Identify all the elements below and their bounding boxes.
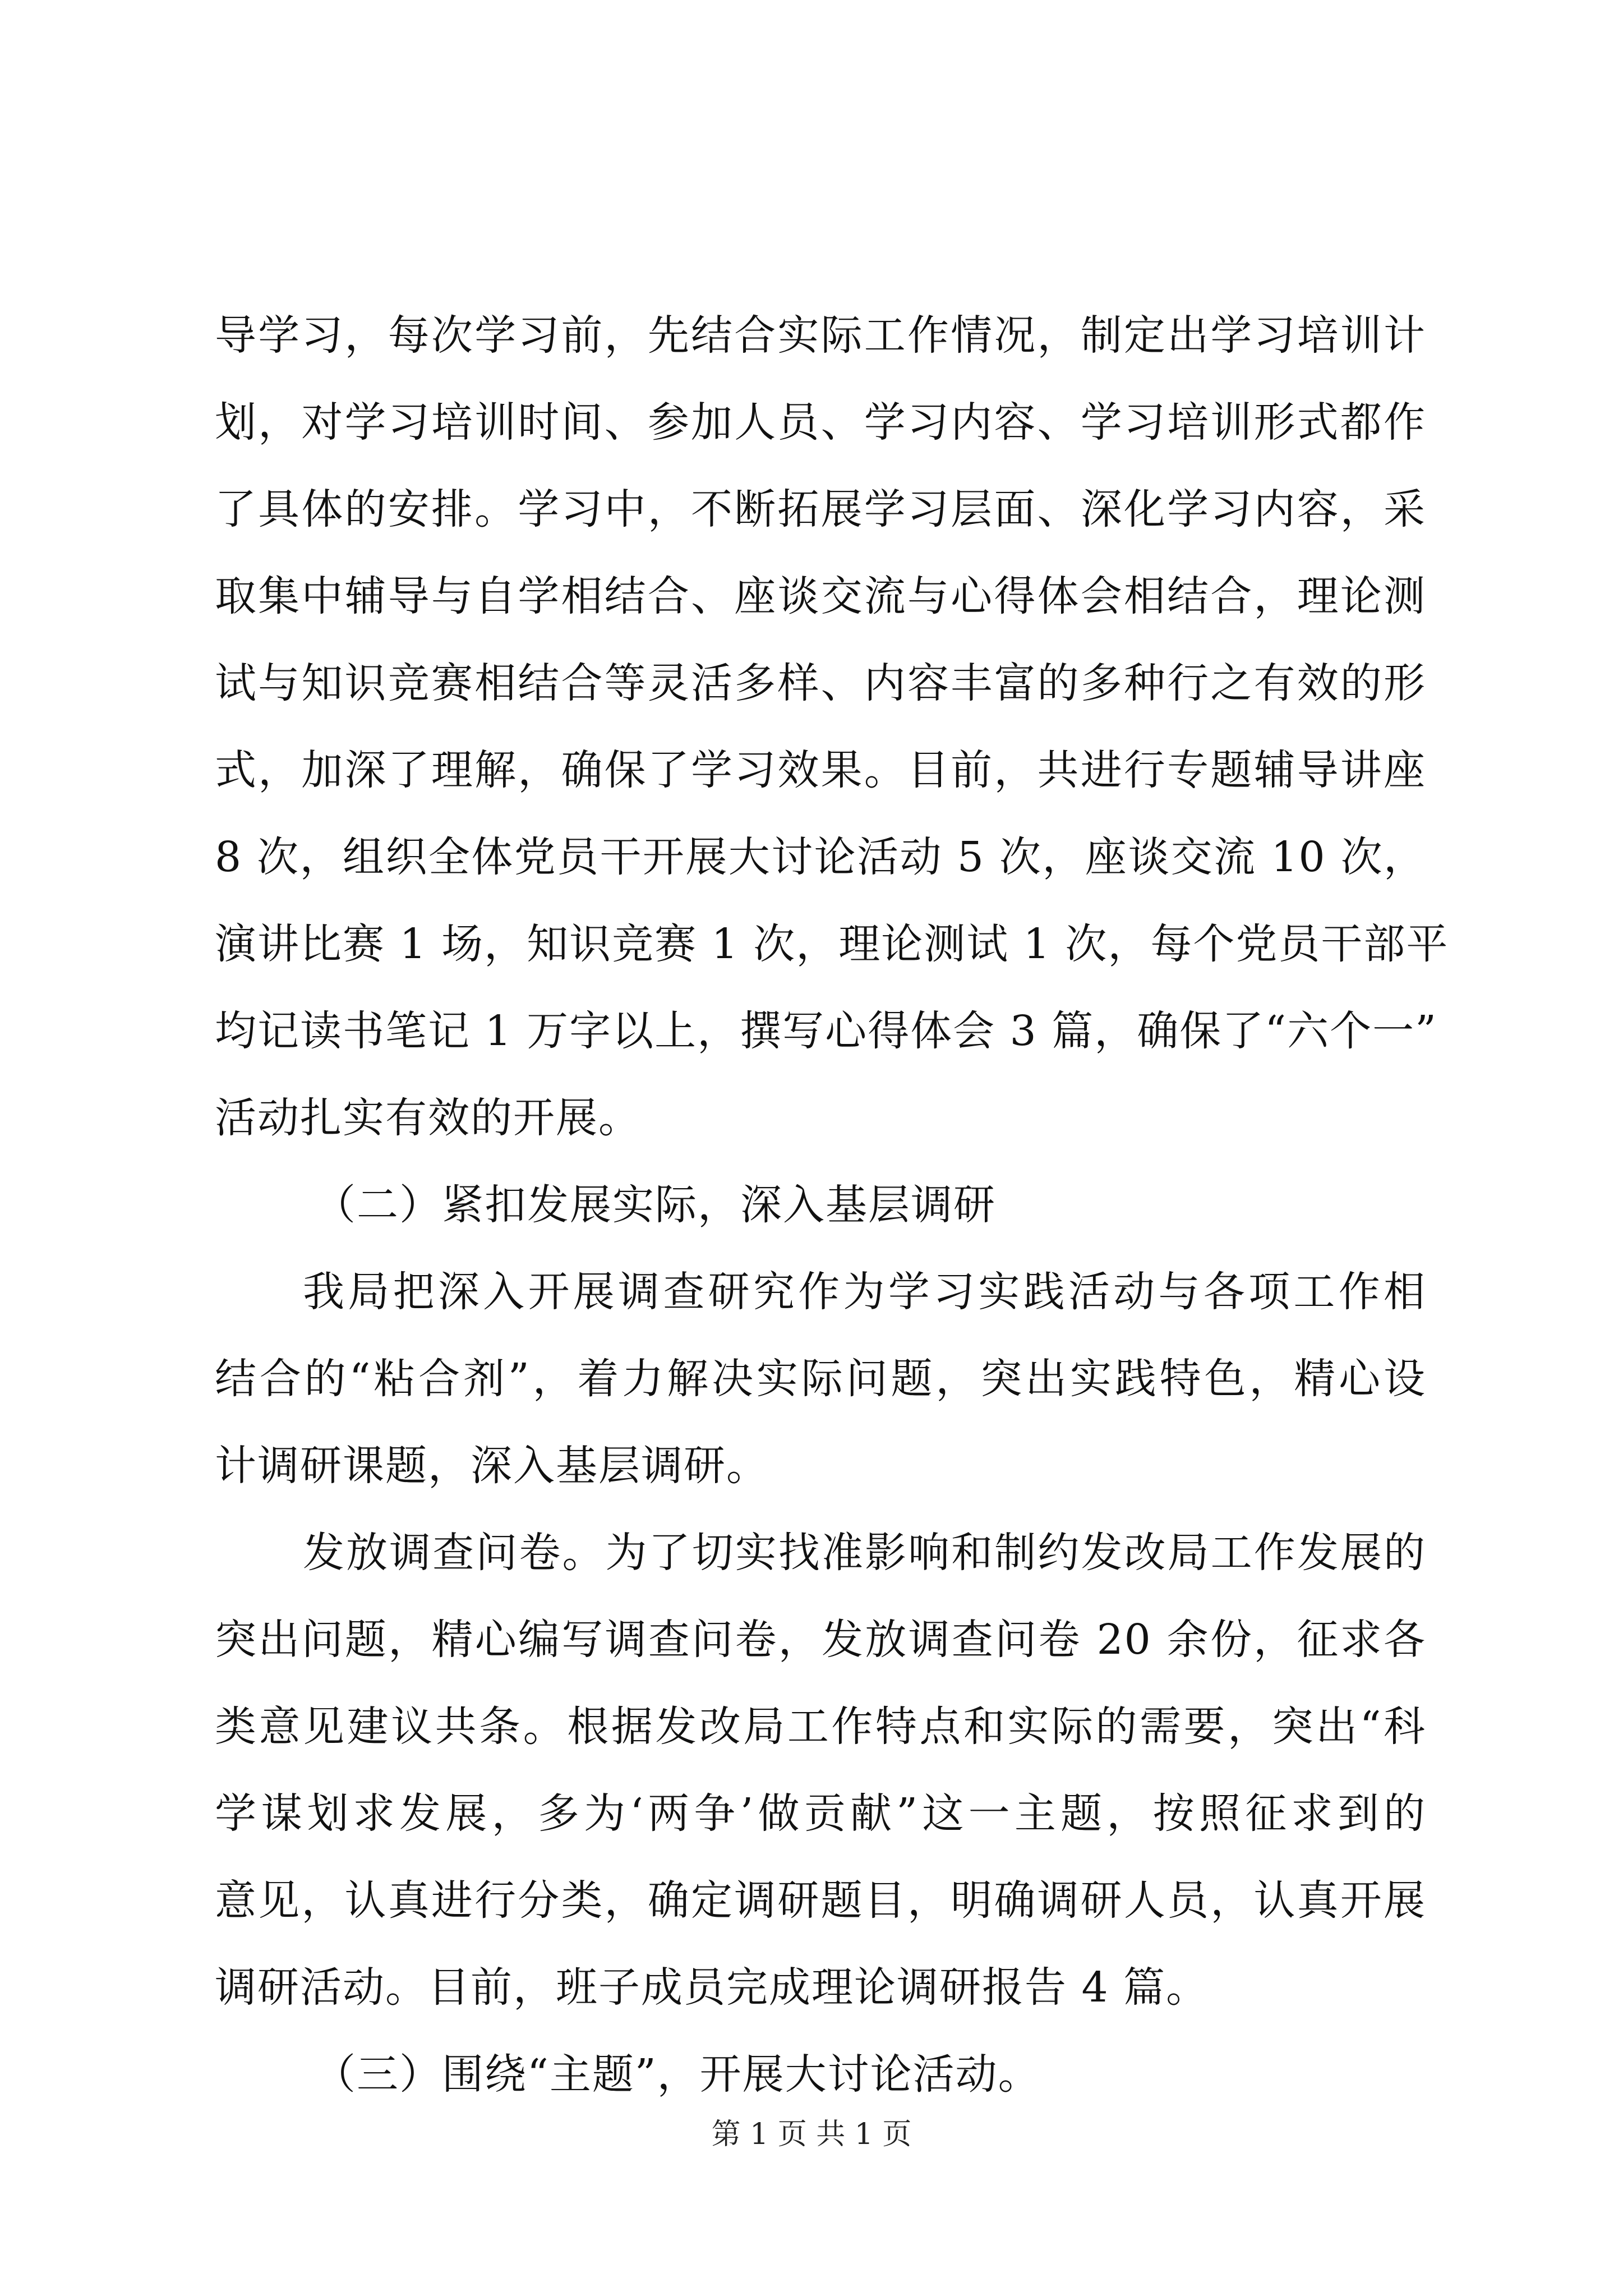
body-text-line: 结合的“粘合剂”，着力解决实际问题，突出实践特色，精心设 [215,1355,1426,1403]
body-text-line: 计调研课题，深入基层调研。 [215,1442,769,1490]
body-text-line: 取集中辅导与自学相结合、座谈交流与心得体会相结合，理论测 [215,572,1426,620]
section-heading: （三）围绕“主题”，开展大讨论活动。 [314,2050,1041,2099]
body-text-line: 意见，认真进行分类，确定调研题目，明确调研人员，认真开展 [215,1876,1426,1925]
body-text-line: 了具体的安排。学习中，不断拓展学习层面、深化学习内容，采 [215,485,1426,533]
body-text-line: 演讲比赛 1 场，知识竞赛 1 次，理论测试 1 次，每个党员干部平 [215,920,1449,968]
body-text-line: 类意见建议共条。根据发改局工作特点和实际的需要，突出“科 [215,1703,1426,1751]
body-text-line: 学谋划求发展，多为‘两争’做贡献”这一主题，按照征求到的 [215,1789,1426,1838]
body-text-line: 活动扎实有效的开展。 [215,1094,641,1142]
section-heading: （二）紧扣发展实际，深入基层调研 [314,1181,996,1229]
body-text-line: 8 次，组织全体党员干开展大讨论活动 5 次，座谈交流 10 次， [215,833,1426,881]
body-text-line: 导学习，每次学习前，先结合实际工作情况，制定出学习培训计 [215,311,1426,360]
body-text-line: 划，对学习培训时间、参加人员、学习内容、学习培训形式都作 [215,398,1426,447]
body-text-line: 试与知识竞赛相结合等灵活多样、内容丰富的多种行之有效的形 [215,659,1426,707]
body-text-line: 我局把深入开展调查研究作为学习实践活动与各项工作相 [303,1268,1426,1316]
body-text-line: 式，加深了理解，确保了学习效果。目前，共进行专题辅导讲座 [215,746,1426,794]
body-text-line: 突出问题，精心编写调查问卷，发放调查问卷 20 余份，征求各 [215,1616,1426,1664]
body-text-line: 调研活动。目前，班子成员完成理论调研报告 4 篇。 [215,1963,1209,2012]
body-text-line: 发放调查问卷。为了切实找准影响和制约发改局工作发展的 [303,1529,1426,1577]
body-text-line: 均记读书笔记 1 万字以上，撰写心得体会 3 篇，确保了“六个一” [215,1007,1437,1055]
page-footer: 第 1 页 共 1 页 [711,2118,912,2151]
